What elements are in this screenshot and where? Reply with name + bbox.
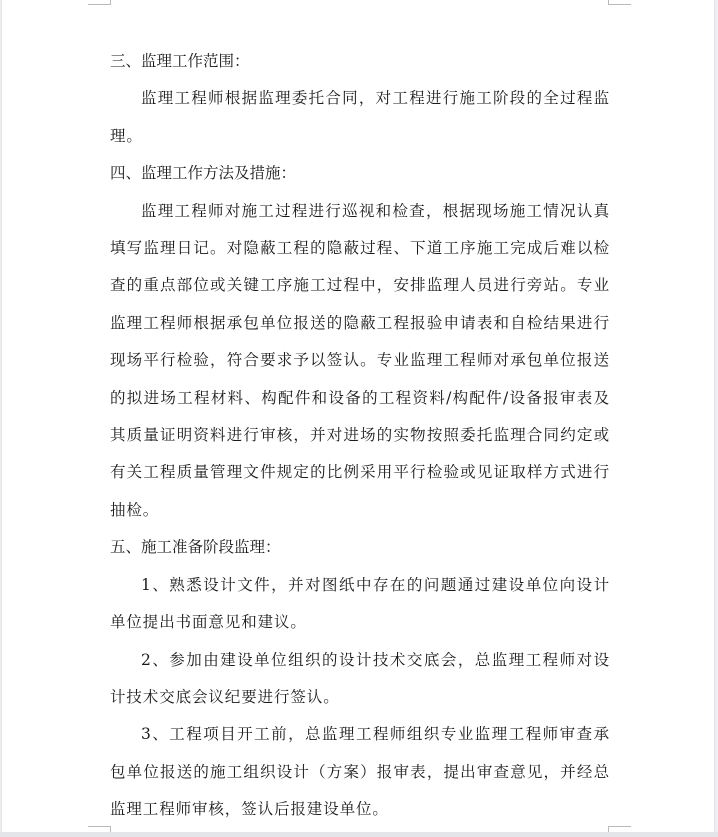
section-4-heading: 四、监理工作方法及措施： xyxy=(110,164,297,183)
document-body[interactable] xyxy=(110,43,610,829)
section-3-paragraph: 监理工程师根据监理委托合同，对工程进行施工阶段的全过程监理。 xyxy=(110,89,610,145)
crop-mark-top-left xyxy=(88,0,111,5)
section-4-paragraph: 监理工程师对施工过程进行巡视和检查，根据现场施工情况认真填写监理日记。对隐蔽工程的隐蔽过程、下道工序施工完成后难以检查的重点部位或关键工序施工过程中，安排监理人员进行旁站。专业监理工程师根据承包单位报送的隐蔽工程报验申请表和自检结果进行现场平行检验，符合要求予以签认。专业监理工程师对承包单位报送的拟进场工程材料、构配件和设备的工程资料/构配件/设备报审表及其质量证明资料进行审核，并对进场的实物按照委托监理合同约定或有关工程质量管理文件规定的比例采用平行检验或见证取样方式进行抽检。 xyxy=(110,201,610,519)
section-5-item-3: 3、工程项目开工前，总监理工程师组织专业监理工程师审查承包单位报送的施工组织设计（方案）报审表，提出审查意见，并经总监理工程师审核，签认后报建设单位。 xyxy=(110,725,610,819)
document-page xyxy=(2,0,714,832)
section-5-item-2: 2、参加由建设单位组织的设计技术交底会，总监理工程师对设计技术交底会议纪要进行签认。 xyxy=(110,650,610,706)
section-5-item-1: 1、熟悉设计文件，并对图纸中存在的问题通过建设单位向设计单位提出书面意见和建议。 xyxy=(110,575,610,632)
section-5-heading: 五、施工准备阶段监理： xyxy=(110,538,281,557)
section-3-heading: 三、监理工作范围： xyxy=(110,52,250,70)
crop-mark-top-right xyxy=(608,0,631,5)
workspace-bottom-edge xyxy=(0,832,718,837)
